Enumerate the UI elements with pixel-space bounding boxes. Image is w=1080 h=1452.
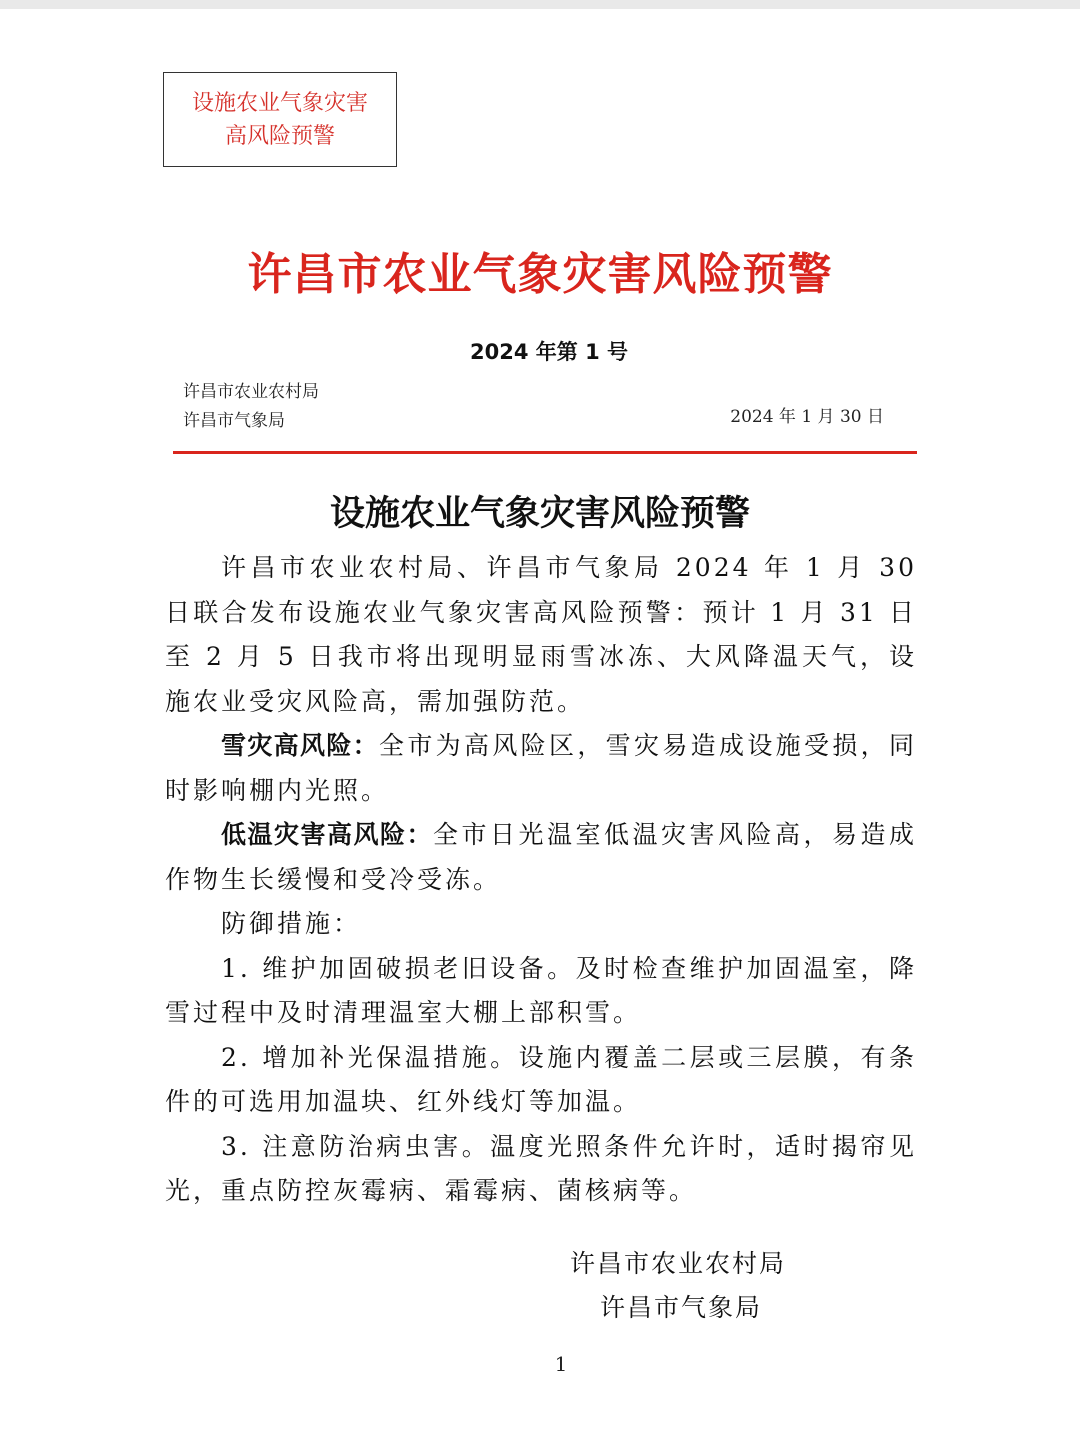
cold-risk-paragraph bbox=[165, 813, 917, 902]
issue-number: 2024 年第 1 号 bbox=[470, 340, 628, 364]
warning-level-line1: 设施农业气象灾害 bbox=[191, 91, 368, 116]
warning-level-box bbox=[163, 72, 397, 167]
issuer-agriculture: 许昌市农业农村局 bbox=[183, 382, 319, 402]
snow-risk-text: 全市为高风险区，雪灾易造成设施受损，同时影响棚内光照。 bbox=[165, 731, 917, 805]
measure-item-3: 3. 注意防治病虫害。温度光照条件允许时，适时揭帘见光，重点防控灰霉病、霜霉病、菌核病等。 bbox=[165, 1131, 917, 1205]
measures-heading: 防御措施： bbox=[221, 909, 362, 938]
cold-risk-text: 全市日光温室低温灾害风险高，易造成作物生长缓慢和受冷受冻。 bbox=[165, 820, 917, 894]
red-divider bbox=[173, 451, 917, 454]
cold-risk-lead: 低温灾害高风险： bbox=[221, 820, 433, 849]
signature-agriculture: 许昌市农业农村局 bbox=[570, 1249, 787, 1278]
snow-risk-lead: 雪灾高风险： bbox=[221, 731, 379, 760]
measure-item-1: 1. 维护加固破损老旧设备。及时检查维护加固温室，降雪过程中及时清理温室大棚上部积雪。 bbox=[165, 953, 917, 1027]
measure-item-2: 2. 增加补光保温措施。设施内覆盖二层或三层膜，有条件的可选用加温块、红外线灯等加温。 bbox=[165, 1042, 917, 1116]
document-body bbox=[165, 546, 917, 1214]
intro-paragraph: 许昌市农业农村局、许昌市气象局 2024 年 1 月 30 日联合发布设施农业气象灾害高风险预警：预计 1 月 31 日至 2 月 5 日我市将出现明显雨雪冰冻、大风降温天气，设施农业受灾风险高，需加强防范。 bbox=[165, 553, 917, 716]
issuer-block bbox=[183, 378, 319, 436]
masthead-title: 许昌市农业气象灾害风险预警 bbox=[247, 249, 833, 300]
signature-meteorology: 许昌市气象局 bbox=[600, 1293, 763, 1322]
warning-level-line2: 高风险预警 bbox=[224, 124, 335, 149]
document-title: 设施农业气象灾害风险预警 bbox=[329, 494, 750, 534]
issue-date: 2024 年 1 月 30 日 bbox=[730, 407, 884, 427]
snow-risk-paragraph bbox=[165, 724, 917, 813]
issuer-meteorology: 许昌市气象局 bbox=[183, 411, 285, 431]
page-number: 1 bbox=[554, 1352, 568, 1376]
signature-block bbox=[570, 1242, 786, 1330]
top-bar bbox=[0, 0, 1080, 9]
